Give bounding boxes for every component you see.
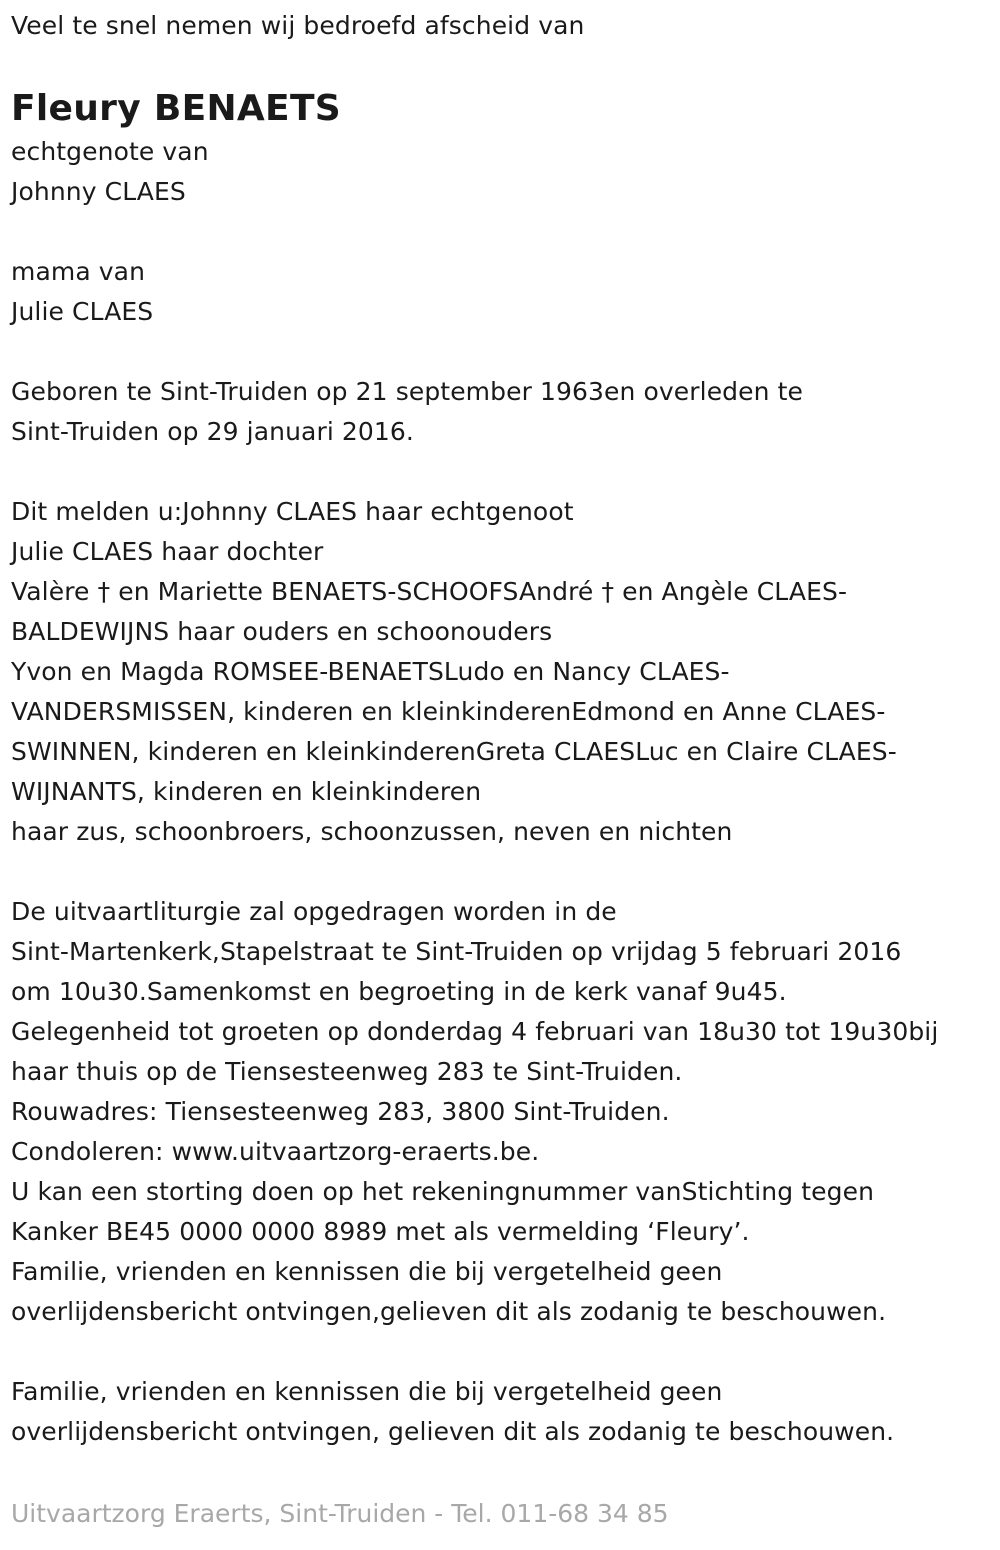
ceremony-line: De uitvaartliturgie zal opgedragen worden in de (11, 897, 617, 926)
donation-line: U kan een storting doen op het rekeningnummer vanStichting tegen (11, 1177, 875, 1206)
announcer-line: BALDEWIJNS haar ouders en schoonouders (11, 617, 553, 646)
spacer (11, 852, 1000, 892)
deceased-name: Fleury BENAETS (11, 88, 342, 129)
spouse-name: Johnny CLAES (11, 177, 186, 206)
spacer (11, 212, 1000, 252)
intro-text: Veel te snel nemen wij bedroefd afscheid van (11, 11, 585, 40)
spacer (11, 452, 1000, 492)
announcer-line: Valère † en Mariette BENAETS-SCHOOFSAndré † en Angèle CLAES- (11, 577, 848, 606)
notice-line: overlijdensbericht ontvingen,gelieven dit als zodanig te beschouwen. (11, 1297, 887, 1326)
announcer-line: SWINNEN, kinderen en kleinkinderenGreta CLAESLuc en Claire CLAES- (11, 737, 897, 766)
closing-line: Familie, vrienden en kennissen die bij vergetelheid geen (11, 1377, 723, 1406)
ceremony-line: haar thuis op de Tiensesteenweg 283 te Sint-Truiden. (11, 1057, 683, 1086)
announcer-line: Julie CLAES haar dochter (11, 537, 324, 566)
spacer (11, 332, 1000, 372)
announcer-line: haar zus, schoonbroers, schoonzussen, neven en nichten (11, 817, 733, 846)
closing-line: overlijdensbericht ontvingen, gelieven dit als zodanig te beschouwen. (11, 1417, 895, 1446)
announcer-line: Yvon en Magda ROMSEE-BENAETSLudo en Nancy CLAES- (11, 657, 730, 686)
announcers-block (11, 492, 1000, 852)
spouse-relation: echtgenote van (11, 137, 209, 166)
birth-death-block (11, 372, 1000, 452)
mother-relation: mama van (11, 257, 146, 286)
birth-death-line: Sint-Truiden op 29 januari 2016. (11, 417, 414, 446)
ceremony-block (11, 892, 1000, 1332)
donation-line: Kanker BE45 0000 0000 8989 met als vermelding ‘Fleury’. (11, 1217, 750, 1246)
mother-block (11, 252, 1000, 332)
mourning-address: Rouwadres: Tiensesteenweg 283, 3800 Sint-Truiden. (11, 1097, 670, 1126)
ceremony-line: Gelegenheid tot groeten op donderdag 4 februari van 18u30 tot 19u30bij (11, 1017, 939, 1046)
birth-death-line: Geboren te Sint-Truiden op 21 september 1963en overleden te (11, 377, 803, 406)
funeral-home-footer: Uitvaartzorg Eraerts, Sint-Truiden - Tel. 011-68 34 85 (11, 1499, 669, 1528)
closing-block (11, 1372, 1000, 1452)
announcer-line: VANDERSMISSEN, kinderen en kleinkinderenEdmond en Anne CLAES- (11, 697, 886, 726)
ceremony-line: om 10u30.Samenkomst en begroeting in de kerk vanaf 9u45. (11, 977, 787, 1006)
announcer-line: Dit melden u:Johnny CLAES haar echtgenoot (11, 497, 574, 526)
ceremony-line: Sint-Martenkerk,Stapelstraat te Sint-Truiden op vrijdag 5 februari 2016 (11, 937, 902, 966)
announcer-line: WIJNANTS, kinderen en kleinkinderen (11, 777, 482, 806)
notice-line: Familie, vrienden en kennissen die bij vergetelheid geen (11, 1257, 723, 1286)
spacer (11, 1332, 1000, 1372)
child-name: Julie CLAES (11, 297, 154, 326)
condolence-link: Condoleren: www.uitvaartzorg-eraerts.be. (11, 1137, 540, 1166)
spouse-block (11, 132, 1000, 212)
